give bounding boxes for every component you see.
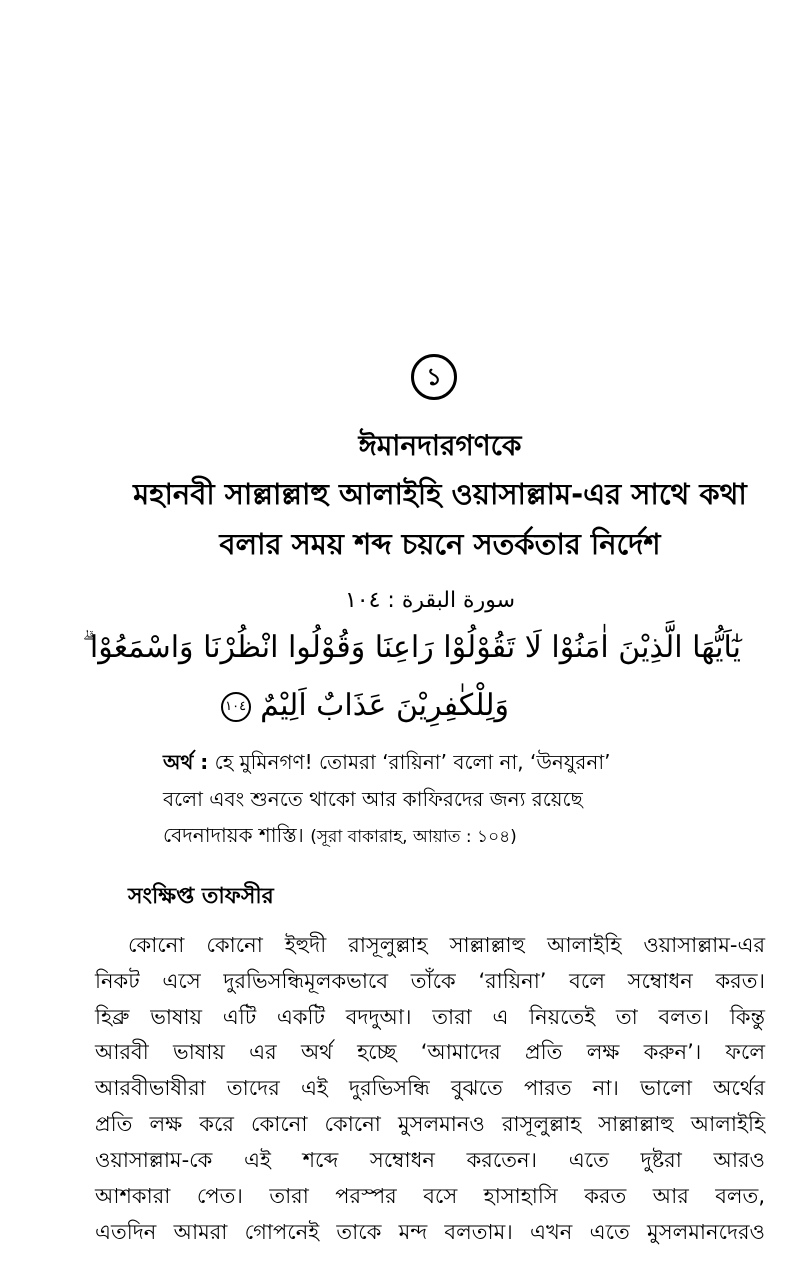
meaning-text-3: বেদনাদায়ক শাস্তি। (163, 823, 304, 847)
chapter-number-badge: ১ (411, 354, 457, 400)
verse-citation: (সূরা বাকারাহ, আয়াত : ১০৪) (310, 827, 517, 847)
tafsir-line: এতদিন আমরা গোপনেই তাকে মন্দ বলতাম। এখন এতে মুসলমানদেরও (95, 1220, 765, 1244)
tafsir-line: আরবীভাষীরা তাদের এই দুরভিসন্ধি বুঝতে পারত না। ভালো অর্থের (95, 1076, 765, 1100)
arabic-verse-line-2 (215, 688, 509, 723)
tafsir-line: প্রতি লক্ষ করে কোনো কোনো মুসলমানও রাসূলুল্লাহ সাল্লাল্লাহু আলাইহি (95, 1112, 765, 1136)
tafsir-line: হিব্রু ভাষায় এটি একটি বদদুআ। তারা এ নিয়তেই তা বলত। কিন্তু (95, 1005, 765, 1029)
arabic-verse-line-1: يٰٓاَيُّهَا الَّذِيْنَ اٰمَنُوْا لَا تَقُوْلُوْا رَاعِنَا وَقُوْلُوا انْظُرْنَا وَاسْمَعُوْا ۗ (82, 630, 741, 665)
chapter-title-line-3: বলার সময় শব্দ চয়নে সতর্কতার নির্দেশ (219, 527, 661, 561)
meaning-label: অর্থ : (163, 750, 209, 774)
tafsir-line: আরবী ভাষায় এর অর্থ হচ্ছে ‘আমাদের প্রতি লক্ষ করুন’। ফলে (95, 1040, 765, 1064)
surah-reference: سورة البقرة : ١٠٤ (344, 588, 516, 613)
ayah-end-marker: ١٠٤ (221, 692, 251, 722)
chapter-title-line-1: ঈমানদারগণকে (358, 429, 522, 462)
tafsir-line: কোনো কোনো ইহুদী রাসূলুল্লাহ সাল্লাল্লাহু আলাইহি ওয়াসাল্লাম-এর (128, 933, 765, 957)
tafsir-line: নিকট এসে দুরভিসন্ধিমূলকভাবে তাঁকে ‘রায়িনা’ বলে সম্বোধন করত। (95, 969, 765, 993)
arabic-verse-line-2-text: وَلِلْكٰفِرِيْنَ عَذَابٌ اَلِيْمٌ (260, 688, 509, 723)
chapter-title-line-2: মহানবী সাল্লাল্লাহু আলাইহি ওয়াসাল্লাম-এর সাথে কথা (133, 477, 747, 511)
meaning-line-1 (163, 748, 611, 781)
meaning-line-2: বলো এবং শুনতে থাকো আর কাফিরদের জন্য রয়েছে (163, 787, 583, 811)
tafsir-heading: সংক্ষিপ্ত তাফসীর (128, 884, 274, 909)
tafsir-line: ওয়াসাল্লাম-কে এই শব্দে সম্বোধন করতেন। এতে দুষ্টরা আরও (95, 1148, 765, 1172)
meaning-line-3 (163, 821, 517, 854)
tafsir-line: আশকারা পেত। তারা পরস্পর বসে হাসাহাসি করত আর বলত, (95, 1184, 765, 1208)
meaning-text-1: হে মুমিনগণ! তোমরা ‘রায়িনা’ বলো না, ‘উনযুরনা’ (214, 750, 611, 774)
